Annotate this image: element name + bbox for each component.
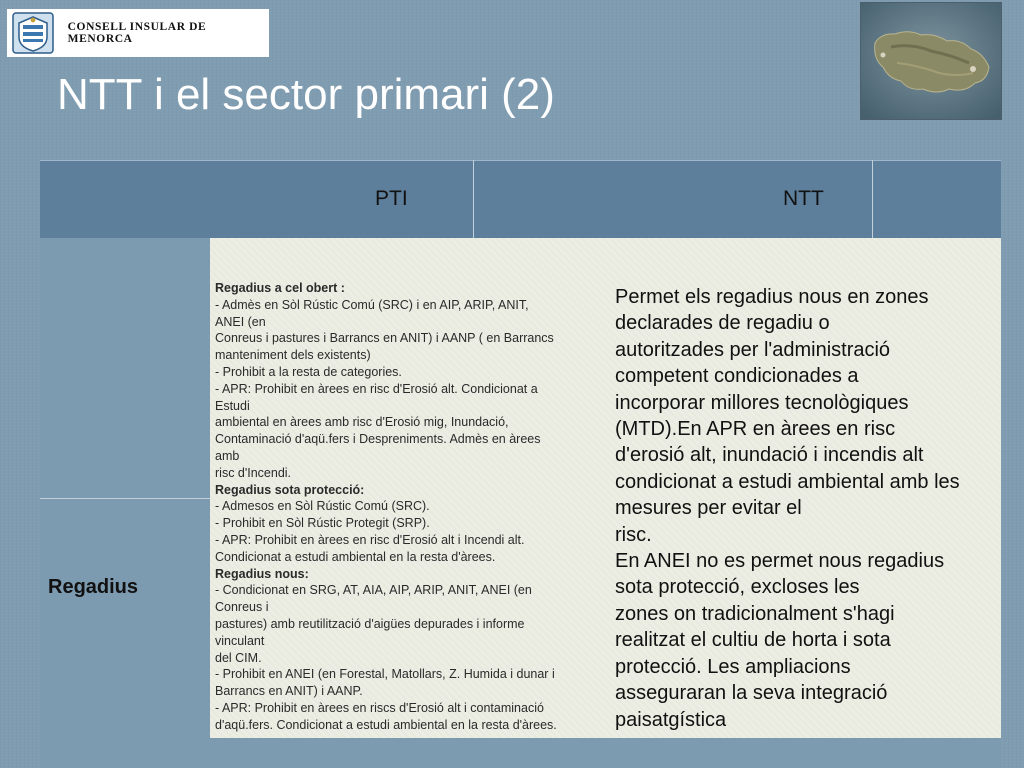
ntt-text-line: condicionat a estudi ambiental amb les: [615, 470, 960, 493]
pti-text-line: ambiental en àrees amb risc d'Erosió mig, Inundació,: [215, 415, 509, 430]
pti-text-line: d'aqü.fers. Condicionat a estudi ambiental en la resta d'àrees.: [215, 717, 557, 732]
pti-text-line: - Admès en Sòl Rústic Comú (SRC) i en AIP, ARIP, ANIT,: [215, 297, 529, 312]
ntt-text-line: asseguraran la seva integració: [615, 682, 888, 705]
pti-text-line: - APR: Prohibit en àrees en risc d'Erosió alt. Condicionat a: [215, 381, 538, 396]
ntt-regulation-text: [615, 284, 1005, 733]
pti-text-line: - Prohibit en Sòl Rústic Protegit (SRP).: [215, 516, 430, 531]
column-divider: [473, 160, 474, 238]
table-header-row: [40, 160, 1001, 238]
ntt-text-line: sota protecció, excloses les: [615, 576, 860, 599]
comparison-table: [40, 160, 1001, 768]
pti-text-line: del CIM.: [215, 650, 262, 665]
pti-text-line: vinculant: [215, 633, 265, 648]
header-empty-cell: [40, 160, 210, 238]
ntt-text-line: competent condicionades a: [615, 365, 859, 388]
ntt-text-line: risc.: [615, 523, 652, 546]
row-label-cell: [40, 238, 210, 768]
slide-title: NTT i el sector primari (2): [57, 70, 555, 119]
pti-text-line: manteniment dels existents): [215, 348, 371, 363]
ntt-text-line: protecció. Les ampliacions: [615, 655, 851, 678]
pti-text-line: - APR: Prohibit en àrees en riscs d'Erosió alt i contaminació: [215, 700, 544, 715]
pti-text-line: Regadius sota protecció:: [215, 482, 365, 497]
pti-text-line: pastures) amb reutilització d'aigües depurades i informe: [215, 616, 525, 631]
pti-text-line: Condicionat a estudi ambiental en la resta d'àrees.: [215, 549, 496, 564]
ntt-text-line: realitzat el cultiu de horta i sota: [615, 629, 891, 652]
pti-text-line: Regadius a cel obert :: [215, 281, 345, 295]
header-pti: PTI: [375, 187, 408, 210]
pti-text-line: - Prohibit en ANEI (en Forestal, Matollars, Z. Humida i dunar i: [215, 667, 555, 682]
pti-text-line: Regadius nous:: [215, 566, 309, 581]
ntt-text-line: d'erosió alt, inundació i incendis alt: [615, 444, 924, 467]
ntt-text-line: paisatgística: [615, 708, 727, 731]
pti-text-line: - APR: Prohibit en àrees en risc d'Erosió alt i Incendi alt.: [215, 532, 525, 547]
pti-text-line: Estudi: [215, 398, 250, 413]
ntt-text-line: En ANEI no es permet nous regadius: [615, 550, 945, 573]
column-divider: [872, 160, 873, 238]
pti-text-line: amb: [215, 448, 240, 463]
pti-text-line: Barrancs en ANIT) i AANP.: [215, 684, 363, 699]
pti-text-line: risc d'Incendi.: [215, 465, 292, 480]
ntt-text-line: Permet els regadius nous en zones: [615, 286, 929, 308]
ntt-text-line: declarades de regadiu o: [615, 312, 830, 335]
ntt-text-line: mesures per evitar el: [615, 497, 802, 520]
pti-text-line: - Prohibit a la resta de categories.: [215, 364, 402, 379]
row-label-regadius: Regadius: [48, 576, 139, 598]
menorca-coat-of-arms-icon: [9, 10, 58, 56]
pti-text-line: ANEI (en: [215, 314, 266, 329]
table-bottom-strip: [210, 738, 1001, 768]
pti-text-line: Conreus i pastures i Barrancs en ANIT) i AANP ( en Barrancs: [215, 331, 554, 346]
pti-text-line: - Condicionat en SRG, AT, AIA, AIP, ARIP, ANIT, ANEI (en: [215, 583, 532, 598]
ntt-text-line: incorporar millores tecnològiques: [615, 391, 909, 414]
ntt-text-line: zones on tradicionalment s'hagi: [615, 602, 895, 625]
row-divider: [40, 498, 210, 499]
pti-regulation-text: [215, 280, 607, 734]
organization-logo: [7, 9, 269, 57]
pti-text-line: - Admesos en Sòl Rústic Comú (SRC).: [215, 499, 430, 514]
menorca-satellite-map-icon: [860, 2, 1002, 120]
pti-text-line: Contaminació d'aqü.fers i Despreniments. Admès en àrees: [215, 432, 541, 447]
ntt-text-line: autoritzades per l'administració: [615, 338, 891, 361]
header-ntt: NTT: [783, 187, 824, 210]
pti-text-line: Conreus i: [215, 600, 269, 615]
organization-name: CONSELL INSULAR DE MENORCA: [67, 21, 207, 45]
ntt-text-line: (MTD).En APR en àrees en risc: [615, 418, 896, 441]
